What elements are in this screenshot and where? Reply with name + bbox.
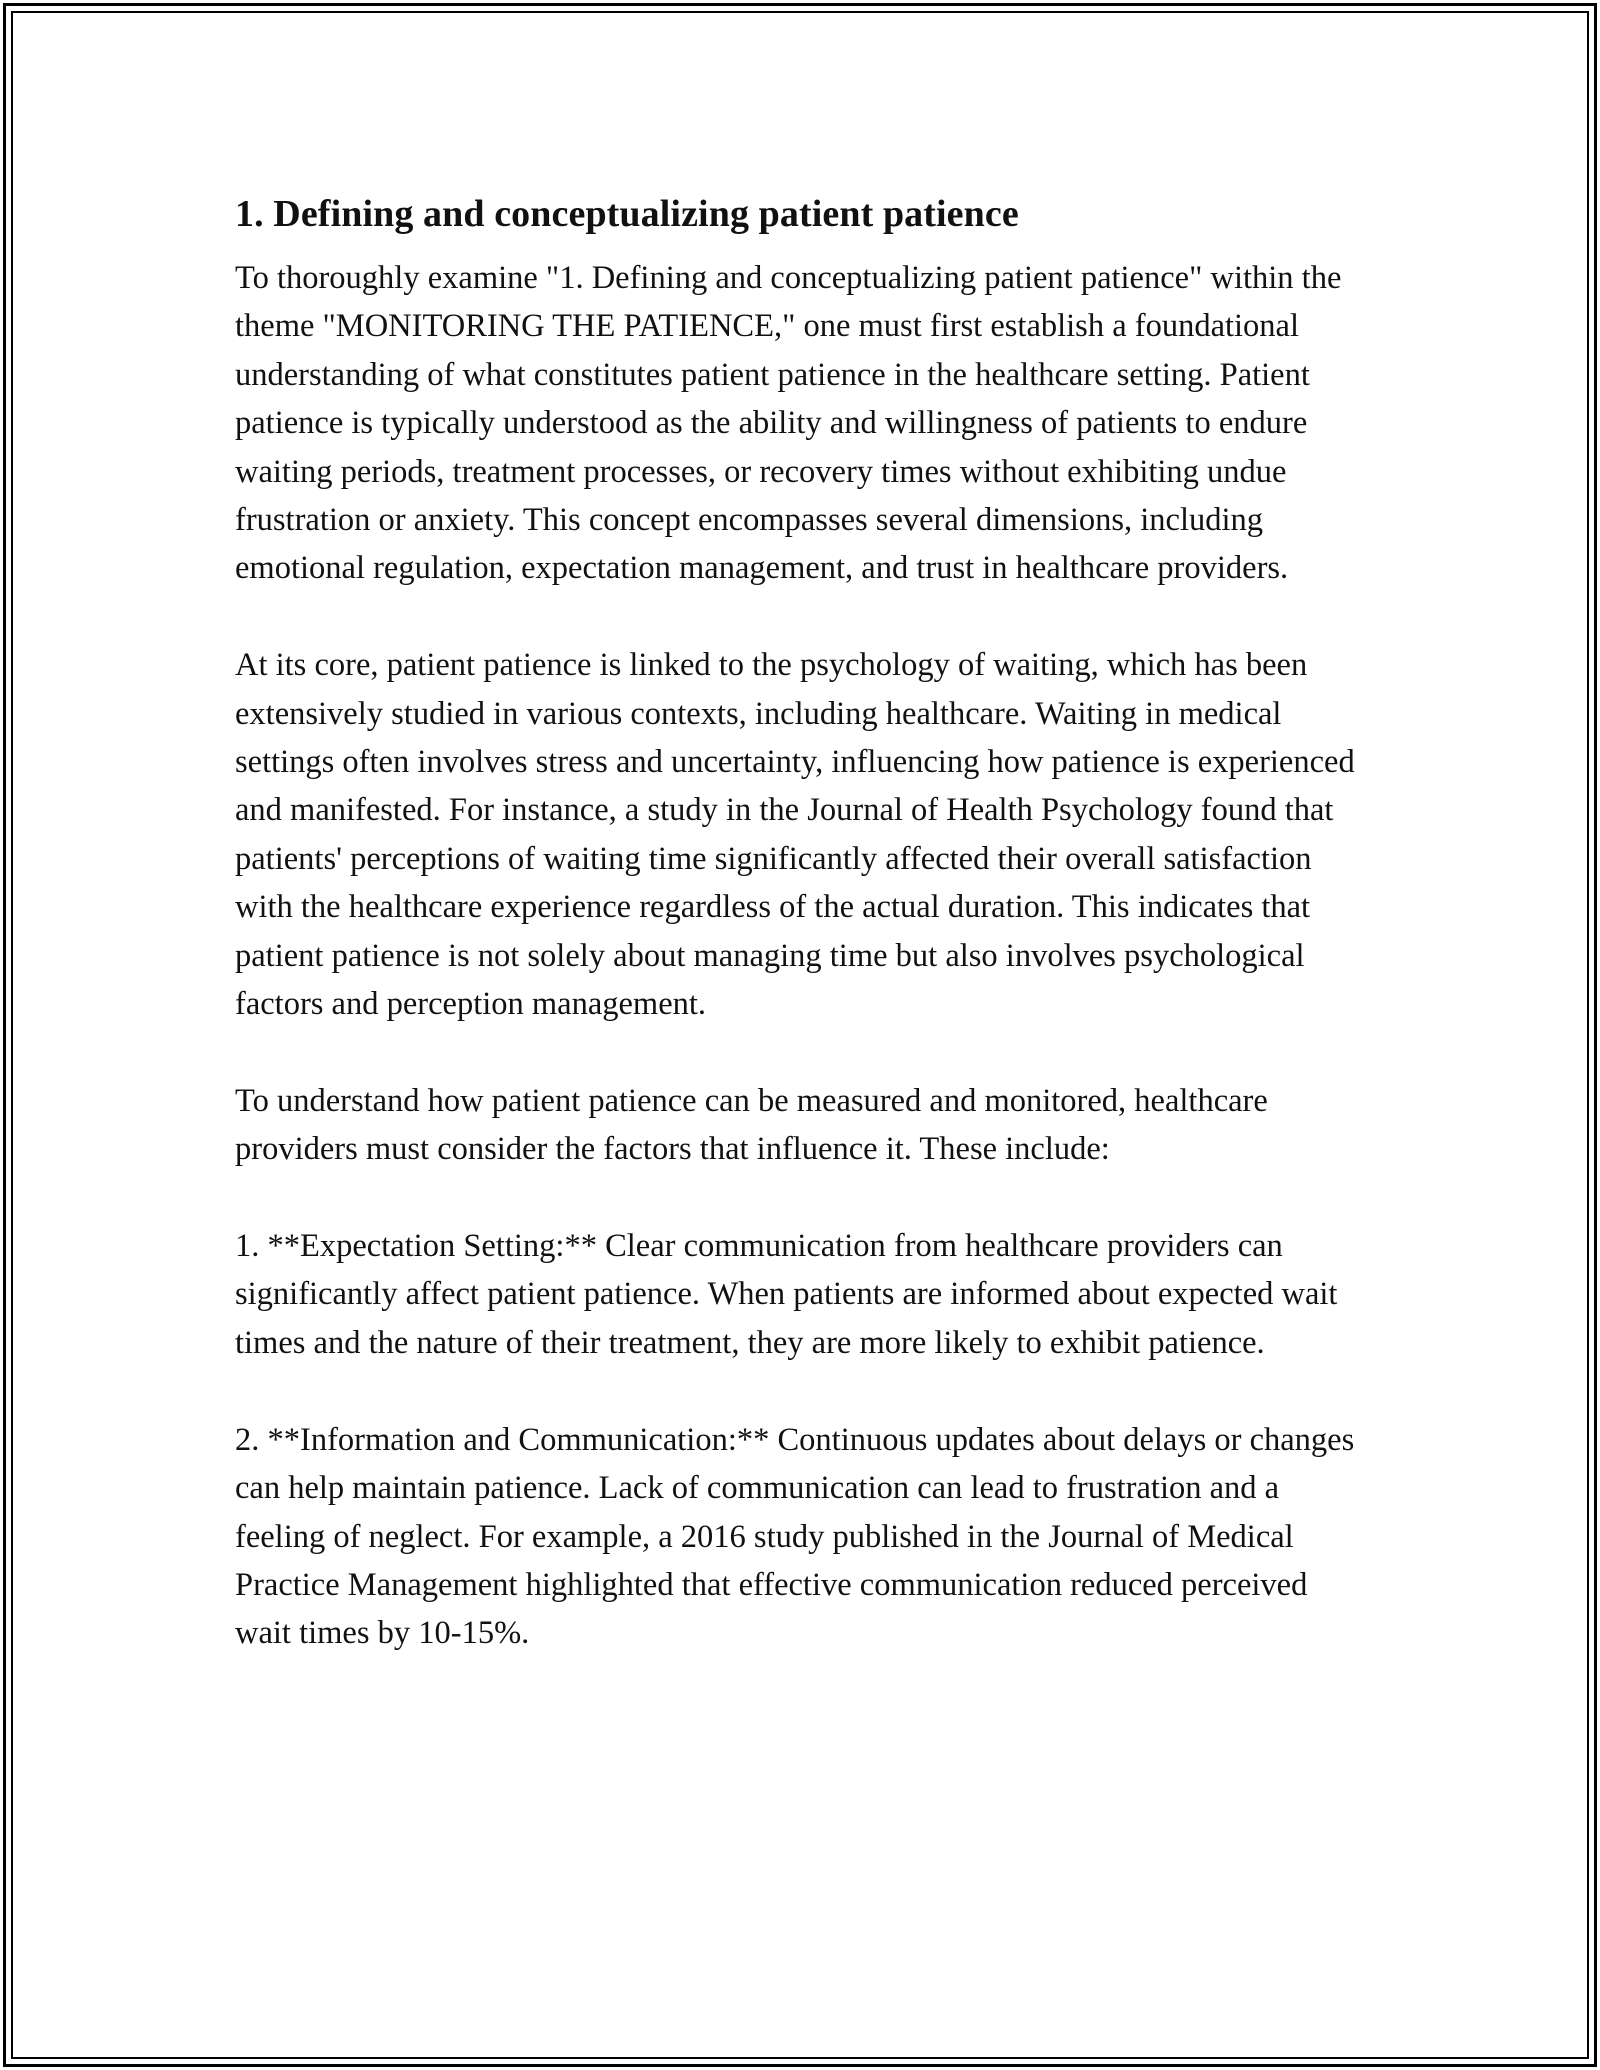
list-item-expectation-setting: 1. **Expectation Setting:** Clear communication from healthcare providers can significantly affect patient patience. When patients are informed about expected wait times and the nature of their treatment, they are more likely to exhibit patience. — [235, 1228, 1338, 1361]
paragraph-influencing-factors: To understand how patient patience can be measured and monitored, healthcare providers must consider the factors that influence it. These include: — [235, 1082, 1268, 1168]
section-heading: 1. Defining and conceptualizing patient patience — [235, 193, 1019, 235]
paragraph-psychology-of-waiting: At its core, patient patience is linked to the psychology of waiting, which has been extensively studied in various contexts, including healthcare. Waiting in medical settings often involves stress and uncertainty, influencing how patience is experienced and manifested. For instance, a study in the Journal of Health Psychology found that patients' perceptions of waiting time significantly affected their overall satisfaction with the healthcare experience regardless of the actual duration. This indicates that patient patience is not solely about managing time but also involves psychological factors and perception management. — [235, 647, 1355, 1023]
paragraph-intro: To thoroughly examine "1. Defining and conceptualizing patient patience" within the theme "MONITORING THE PATIENCE," one must first establish a foundational understanding of what constitutes patient patience in the healthcare setting. Patient patience is typically understood as the ability and willingness of patients to endure waiting periods, treatment processes, or recovery times without exhibiting undue frustration or anxiety. This concept encompasses several dimensions, including emotional regulation, expectation management, and trust in healthcare providers. — [235, 260, 1342, 587]
list-item-information-communication: 2. **Information and Communication:** Continuous updates about delays or changes can help maintain patience. Lack of communication can lead to frustration and a feeling of neglect. For example, a 2016 study published in the Journal of Medical Practice Management highlighted that effective communication reduced perceived wait times by 10-15%. — [235, 1421, 1355, 1652]
document-body — [235, 186, 1370, 1658]
